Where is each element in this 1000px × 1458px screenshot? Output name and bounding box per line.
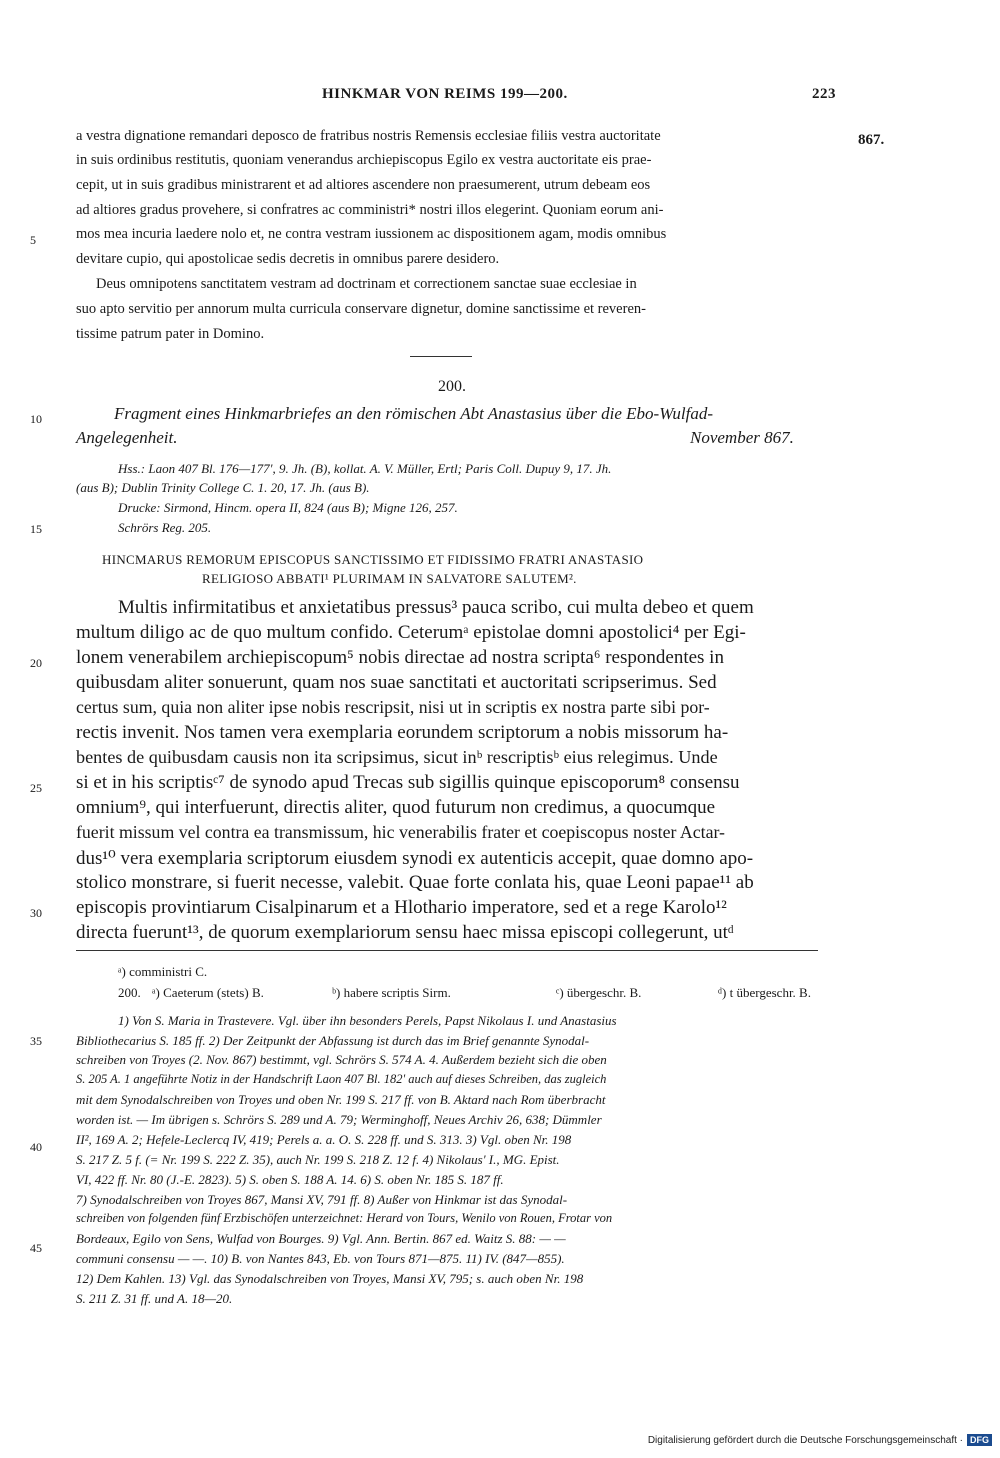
footnote-line: S. 211 Z. 31 ff. und A. 18—20. xyxy=(76,1291,233,1306)
text-line: stolico monstrare, si fuerit necesse, valebit. Quae forte conlata his, quae Leoni papae¹¹ ab xyxy=(76,872,754,893)
digitization-credit xyxy=(648,1434,992,1446)
line-number: 45 xyxy=(30,1241,42,1255)
credit-text: Digitalisierung gefördert durch die Deutsche Forschungsgemeinschaft · xyxy=(647,1434,963,1446)
margin-year: 867. xyxy=(858,132,885,148)
text-line: Deus omnipotens sanctitatem vestram ad doctrinam et correctionem sanctae suae ecclesiae in xyxy=(96,276,637,292)
text-line: ad altiores gradus provehere, si confratres ac comministri* nostri illos elegerint. Quoniam eorum ani- xyxy=(76,202,664,218)
doc-number: 200. xyxy=(438,378,466,395)
text-line: multum diligo ac de quo multum confido. Ceterumᵃ epistolae domni apostolici⁴ per Egi- xyxy=(76,622,746,643)
doc-date: November 867. xyxy=(690,428,794,447)
salutation-line: HINCMARUS REMORUM EPISCOPUS SANCTISSIMO ET FIDISSIMO FRATRI ANASTASIO xyxy=(102,552,644,567)
line-number: 10 xyxy=(30,412,42,426)
salutation-line: RELIGIOSO ABBATI¹ PLURIMAM IN SALVATORE SALUTEM². xyxy=(202,571,577,586)
text-line: quibusdam aliter sonuerunt, quam nos suae sanctitati et auctoritati scripserimus. Sed xyxy=(76,672,717,693)
footnote-rule xyxy=(76,950,818,951)
line-number: 40 xyxy=(30,1140,42,1154)
text-line: bentes de quibusdam causis non ita scripsimus, sicut inᵇ rescriptisᵇ eius relegimus. Unde xyxy=(76,747,718,767)
line-number: 20 xyxy=(30,656,42,670)
text-line: omnium⁹, qui interfuerunt, directis aliter, quod futurum non credimus, a quocumque xyxy=(76,797,716,818)
footnote-line: II², 169 A. 2; Hefele-Leclercq IV, 419; Perels a. a. O. S. 228 ff. und S. 313. 3) Vgl. oben Nr. 198 xyxy=(76,1132,572,1147)
line-number: 15 xyxy=(30,522,42,536)
doc-title: Fragment eines Hinkmarbriefes an den römischen Abt Anastasius über die Ebo-Wulfad- xyxy=(114,404,714,423)
text-line: a vestra dignatione remandari deposco de fratribus nostris Remensis ecclesiae filiis vestra auctoritate xyxy=(76,128,661,144)
footnote-line: S. 205 A. 1 angeführte Notiz in der Handschrift Laon 407 Bl. 182' auch auf dieses Schreiben, das zugleich xyxy=(76,1072,607,1086)
text-line: mos mea incuria laedere nolo et, ne contra vestram iussionem ac dispositionem agam, modis omnibus xyxy=(76,226,667,242)
text-line: cepit, ut in suis gradibus ministrarent et ad altiores ascendere non praesumerent, utrum debeam eos xyxy=(76,177,651,193)
footnote-line: VI, 422 ff. Nr. 80 (J.-E. 2823). 5) S. oben S. 188 A. 14. 6) S. oben Nr. 185 S. 187 ff. xyxy=(76,1172,504,1187)
line-number: 35 xyxy=(30,1034,42,1048)
text-line: fuerit missum vel contra ea transmissum, hic venerabilis frater et coepiscopus noster Actar- xyxy=(76,822,725,842)
running-title: HINKMAR VON REIMS 199—200. xyxy=(322,86,568,102)
text-line: si et in his scriptisᶜ⁷ de synodo apud Trecas sub sigillis quinque episcoporum⁸ consensu xyxy=(76,772,740,793)
text-line: suo apto servitio per annorum multa curricula conservare dignetur, domine sanctissime et reveren- xyxy=(76,301,646,317)
text-line: in suis ordinibus restitutis, quoniam venerandus archiepiscopus Egilo ex vestra auctoritate eis prae- xyxy=(76,152,652,168)
footnote-line: Bordeaux, Egilo von Sens, Wulfad von Bourges. 9) Vgl. Ann. Bertin. 867 ed. Waitz S. 88: — — xyxy=(76,1231,566,1246)
text-line: lonem venerabilem archiepiscopum⁵ nobis directae ad nostra scripta⁶ respondentes in xyxy=(76,647,724,668)
text-line: tissime patrum pater in Domino. xyxy=(76,326,265,342)
footnote-line: schreiben von Troyes (2. Nov. 867) bestimmt, vgl. Schrörs S. 574 A. 4. Außerdem bezieht sich die oben xyxy=(76,1052,607,1067)
footnote-line: communi consensu — —. 10) B. von Nantes 843, Eb. von Tours 871—875. 11) IV. (847—855). xyxy=(76,1251,565,1266)
footnote-line: mit dem Synodalschreiben von Troyes und oben Nr. 199 S. 217 ff. von B. Aktard nach Rom überbracht xyxy=(76,1092,606,1107)
text-line: directa fuerunt¹³, de quorum exemplariorum sensu haec missa episcopi collegerunt, utᵈ xyxy=(76,922,734,943)
text-line: episcopis provintiarum Cisalpinarum et a Hlothario imperatore, sed et a rege Karolo¹² xyxy=(76,897,727,918)
text-line: dus¹⁰ vera exemplaria scriptorum eiusdem synodi ex autenticis accepit, quae domno apo- xyxy=(76,848,754,869)
footnote-line: 12) Dem Kahlen. 13) Vgl. das Synodalschreiben von Troyes, Mansi XV, 795; s. auch oben Nr. 198 xyxy=(76,1271,584,1286)
variant-note: ᵃ) Caeterum (stets) B. xyxy=(152,985,264,1000)
variant-note: ᶜ) übergeschr. B. xyxy=(556,985,642,1000)
source-line: (aus B); Dublin Trinity College C. 1. 20, 17. Jh. (aus B). xyxy=(76,480,370,495)
variant-doc-number: 200. xyxy=(118,985,141,1000)
footnote-line: worden ist. — Im übrigen s. Schrörs S. 289 und A. 79; Werminghoff, Neues Archiv 26, 638; Dümmler xyxy=(76,1112,602,1127)
text-line: Multis infirmitatibus et anxietatibus pressus³ pauca scribo, cui multa debeo et quem xyxy=(118,597,754,618)
doc-title: Angelegenheit. xyxy=(76,428,178,447)
line-number: 5 xyxy=(30,233,36,247)
variant-note: ᵃ) comministri C. xyxy=(118,964,208,979)
line-number: 30 xyxy=(30,906,42,920)
footnote-line: 1) Von S. Maria in Trastevere. Vgl. über ihn besonders Perels, Papst Nikolaus I. und Anastasius xyxy=(118,1013,617,1028)
footnote-line: S. 217 Z. 5 f. (= Nr. 199 S. 222 Z. 35), auch Nr. 199 S. 218 Z. 12 f. 4) Nikolaus' I., MG. Epist. xyxy=(76,1152,560,1167)
footnote-line: schreiben von folgenden fünf Erzbischöfen unterzeichnet: Herard von Tours, Wenilo von Rouen, Frotar von xyxy=(76,1211,613,1225)
source-line: Schrörs Reg. 205. xyxy=(118,520,212,535)
line-number: 25 xyxy=(30,781,42,795)
text-line: rectis invenit. Nos tamen vera exemplaria eorundem scriptorum a nobis missorum ha- xyxy=(76,722,729,743)
separator xyxy=(410,356,472,357)
text-line: devitare cupio, qui apostolicae sedis decretis in omnibus parere desidero. xyxy=(76,251,500,267)
variant-note: ᵈ) t übergeschr. B. xyxy=(718,985,811,1000)
footnote-line: Bibliothecarius S. 185 ff. 2) Der Zeitpunkt der Abfassung ist durch das im Brief genannte Synodal- xyxy=(76,1033,590,1048)
dfg-logo-icon: DFG xyxy=(967,1434,992,1446)
variant-note: ᵇ) habere scriptis Sirm. xyxy=(332,985,451,1000)
source-line: Drucke: Sirmond, Hincm. opera II, 824 (aus B); Migne 126, 257. xyxy=(118,500,458,515)
page-number: 223 xyxy=(812,86,836,102)
source-line: Hss.: Laon 407 Bl. 176—177', 9. Jh. (B), kollat. A. V. Müller, Ertl; Paris Coll. Dupuy 9, 17. Jh. xyxy=(118,461,612,476)
footnote-line: 7) Synodalschreiben von Troyes 867, Mansi XV, 791 ff. 8) Außer von Hinkmar ist das Synodal- xyxy=(76,1192,568,1207)
text-line: certus sum, quia non aliter ipse nobis rescripsit, nisi ut in scriptis ex nostra parte sibi por- xyxy=(76,697,710,717)
